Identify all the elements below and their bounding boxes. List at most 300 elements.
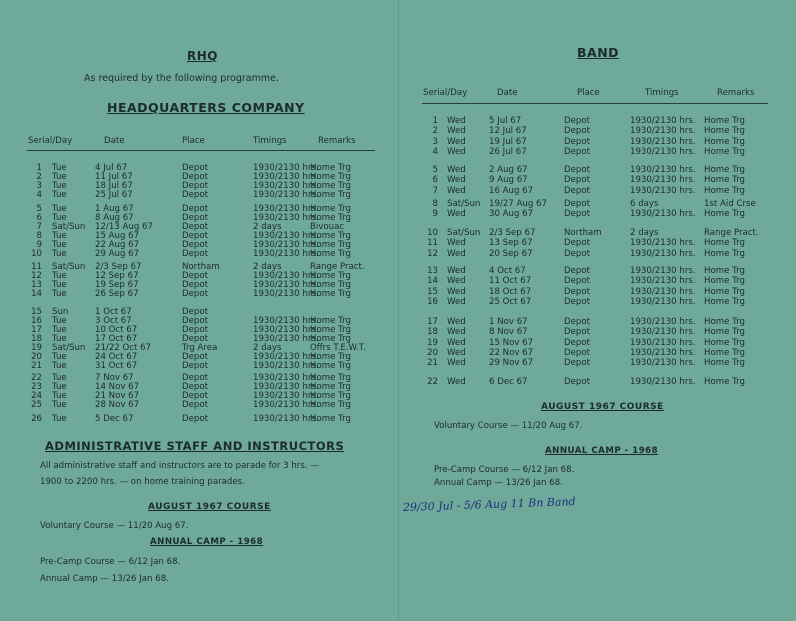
place-cell: Depot: [182, 382, 208, 392]
serial-cell: 9: [36, 240, 42, 250]
date-cell: 29 Nov 67: [489, 358, 534, 369]
date-cell: 13 Sep 67: [489, 238, 533, 249]
remarks-cell: Home Trg: [310, 190, 351, 200]
remarks-cell: Home Trg: [310, 400, 351, 410]
place-cell: Depot: [564, 175, 590, 186]
serial-cell: 3: [36, 181, 42, 191]
place-cell: Depot: [564, 347, 590, 358]
timings-cell: 2 days: [630, 228, 659, 238]
band-col-date: Date: [497, 88, 518, 98]
timings-cell: 1930/2130 hrs.: [253, 172, 319, 182]
place-cell: Depot: [182, 190, 208, 200]
place-cell: Depot: [182, 373, 208, 383]
serial-cell: 5: [432, 165, 438, 175]
serial-cell: 21: [427, 358, 438, 369]
date-cell: 2/3 Sep 67: [489, 228, 536, 238]
remarks-cell: Home Trg: [310, 213, 351, 223]
remarks-cell: Home Trg: [704, 165, 745, 175]
col-serial: Serial/Day: [28, 136, 73, 146]
date-cell: 19/27 Aug 67: [489, 199, 547, 209]
table-row: [0, 249, 796, 259]
remarks-cell: Home Trg: [704, 327, 745, 338]
day-cell: Sat/Sun: [447, 228, 481, 238]
remarks-cell: Home Trg: [310, 172, 351, 182]
place-cell: Depot: [564, 185, 590, 196]
remarks-cell: Home Trg: [310, 334, 351, 344]
day-cell: Wed: [447, 337, 466, 348]
date-cell: 21/22 Oct 67: [95, 343, 152, 353]
timings-cell: 1930/2130 hrs.: [253, 190, 319, 200]
rhq-title: RHQ: [187, 49, 218, 63]
serial-cell: 16: [31, 316, 42, 326]
remarks-cell: Home Trg: [310, 391, 351, 401]
remarks-cell: Home Trg: [704, 377, 745, 387]
admin-note-line2: 1900 to 2200 hrs. — on home training parades.: [40, 477, 245, 487]
serial-cell: 17: [427, 317, 438, 327]
remarks-cell: Home Trg: [310, 271, 351, 281]
serial-cell: 22: [427, 377, 438, 387]
timings-cell: 1930/2130 hrs.: [630, 209, 696, 220]
date-cell: 18 Oct 67: [489, 286, 532, 297]
date-cell: 12/13 Aug 67: [95, 222, 153, 232]
table-row: [0, 116, 796, 126]
table-row: [0, 297, 796, 307]
timings-cell: 1930/2130 hrs.: [253, 382, 319, 392]
date-cell: 24 Oct 67: [95, 352, 138, 362]
remarks-cell: Home Trg: [310, 289, 351, 299]
place-cell: Depot: [564, 136, 590, 147]
place-cell: Depot: [564, 248, 590, 259]
date-cell: 11 Jul 67: [95, 172, 133, 182]
place-cell: Depot: [182, 204, 208, 214]
day-cell: Tue: [52, 334, 67, 344]
timings-cell: 1930/2130 hrs.: [253, 213, 319, 223]
serial-cell: 1: [36, 163, 42, 173]
date-cell: 22 Aug 67: [95, 240, 140, 250]
date-cell: 1 Nov 67: [489, 317, 528, 327]
band-header-rule: [422, 103, 768, 104]
remarks-cell: Home Trg: [310, 240, 351, 250]
serial-cell: 6: [432, 175, 438, 186]
timings-cell: 1930/2130 hrs.: [630, 238, 696, 249]
serial-cell: 15: [427, 286, 438, 297]
table-row: [0, 199, 796, 209]
serial-cell: 15: [31, 307, 42, 317]
table-row: [0, 266, 796, 276]
date-cell: 18 Jul 67: [95, 181, 133, 191]
serial-cell: 19: [31, 343, 42, 353]
day-cell: Wed: [447, 165, 466, 175]
table-row: [0, 175, 796, 185]
timings-cell: 1930/2130 hrs.: [630, 136, 696, 147]
day-cell: Tue: [52, 361, 67, 371]
remarks-cell: Offrs T.E.W.T.: [310, 343, 366, 353]
remarks-cell: Home Trg: [310, 414, 351, 424]
date-cell: 19 Sep 67: [95, 280, 139, 290]
serial-cell: 20: [31, 352, 42, 362]
rhq-subtitle: As required by the following programme.: [84, 73, 279, 84]
serial-cell: 11: [427, 238, 438, 249]
date-cell: 12 Sep 67: [95, 271, 139, 281]
date-cell: 6 Dec 67: [489, 377, 528, 387]
timings-cell: 1930/2130 hrs.: [253, 249, 319, 259]
timings-cell: 1930/2130 hrs.: [253, 391, 319, 401]
timings-cell: 2 days: [253, 262, 282, 272]
serial-cell: 13: [427, 266, 438, 276]
timings-cell: 1930/2130 hrs.: [253, 400, 319, 410]
place-cell: Depot: [182, 391, 208, 401]
day-cell: Tue: [52, 400, 67, 410]
timings-cell: 2 days: [253, 343, 282, 353]
day-cell: Tue: [52, 249, 67, 259]
day-cell: Wed: [447, 358, 466, 369]
date-cell: 8 Aug 67: [95, 213, 134, 223]
day-cell: Tue: [52, 280, 67, 290]
remarks-cell: Home Trg: [704, 238, 745, 249]
serial-cell: 25: [31, 400, 42, 410]
serial-cell: 17: [31, 325, 42, 335]
timings-cell: 1930/2130 hrs.: [253, 181, 319, 191]
table-row: [0, 209, 796, 219]
serial-cell: 14: [31, 289, 42, 299]
place-cell: Depot: [564, 317, 590, 327]
day-cell: Wed: [447, 248, 466, 259]
timings-cell: 1930/2130 hrs.: [630, 296, 696, 307]
remarks-cell: Home Trg: [310, 280, 351, 290]
serial-cell: 23: [31, 382, 42, 392]
serial-cell: 14: [427, 276, 438, 287]
timings-cell: 1930/2130 hrs.: [630, 266, 696, 276]
remarks-cell: Home Trg: [704, 126, 745, 137]
timings-cell: 1930/2130 hrs.: [630, 116, 696, 126]
remarks-cell: Home Trg: [704, 296, 745, 307]
timings-cell: 1930/2130 hrs.: [630, 377, 696, 387]
day-cell: Tue: [52, 231, 67, 241]
place-cell: Depot: [564, 146, 590, 157]
date-cell: 16 Aug 67: [489, 185, 534, 196]
remarks-cell: Home Trg: [310, 204, 351, 214]
timings-cell: 1930/2130 hrs.: [253, 316, 319, 326]
day-cell: Tue: [52, 213, 67, 223]
place-cell: Depot: [182, 231, 208, 241]
timings-cell: 6 days: [630, 199, 659, 209]
serial-cell: 6: [36, 213, 42, 223]
place-cell: Depot: [564, 327, 590, 338]
day-cell: Tue: [52, 391, 67, 401]
table-row: [0, 147, 796, 157]
serial-cell: 26: [31, 414, 42, 424]
day-cell: Wed: [447, 146, 466, 157]
right-annual-camp-title: ANNUAL CAMP - 1968: [545, 446, 659, 456]
remarks-cell: Bivouac: [310, 222, 345, 232]
day-cell: Tue: [52, 289, 67, 299]
place-cell: Depot: [182, 307, 208, 317]
day-cell: Tue: [52, 172, 67, 182]
date-cell: 15 Nov 67: [489, 337, 534, 348]
serial-cell: 10: [31, 249, 42, 259]
day-cell: Tue: [52, 190, 67, 200]
table-row: [0, 238, 796, 248]
band-col-timings: Timings: [645, 88, 679, 98]
serial-cell: 13: [31, 280, 42, 290]
day-cell: Tue: [52, 373, 67, 383]
day-cell: Sat/Sun: [447, 199, 481, 209]
place-cell: Northam: [182, 262, 220, 272]
place-cell: Depot: [182, 240, 208, 250]
place-cell: Depot: [564, 276, 590, 287]
date-cell: 17 Oct 67: [95, 334, 138, 344]
remarks-cell: Home Trg: [704, 248, 745, 259]
remarks-cell: Home Trg: [704, 347, 745, 358]
serial-cell: 18: [31, 334, 42, 344]
serial-cell: 4: [36, 190, 42, 200]
date-cell: 19 Jul 67: [489, 136, 527, 147]
day-cell: Sat/Sun: [52, 262, 86, 272]
right-august-course-title: AUGUST 1967 COURSE: [541, 402, 664, 412]
date-cell: 7 Nov 67: [95, 373, 134, 383]
date-cell: 1 Aug 67: [95, 204, 134, 214]
remarks-cell: Home Trg: [310, 231, 351, 241]
remarks-cell: Home Trg: [310, 163, 351, 173]
timings-cell: 1930/2130 hrs.: [253, 414, 319, 424]
day-cell: Tue: [52, 163, 67, 173]
remarks-cell: Home Trg: [704, 209, 745, 220]
timings-cell: 1930/2130 hrs.: [630, 347, 696, 358]
date-cell: 1 Oct 67: [95, 307, 132, 317]
day-cell: Wed: [447, 266, 466, 276]
handwritten-note: 29/30 Jul - 5/6 Aug 11 Bn Band: [402, 494, 576, 515]
timings-cell: 1930/2130 hrs.: [630, 276, 696, 287]
place-cell: Depot: [182, 222, 208, 232]
admin-note-line1: All administrative staff and instructors are to parade for 3 hrs. —: [40, 461, 319, 471]
day-cell: Sat/Sun: [52, 222, 86, 232]
serial-cell: 7: [432, 185, 438, 196]
timings-cell: 1930/2130 hrs.: [253, 163, 319, 173]
remarks-cell: 1st Aid Crse: [704, 199, 756, 209]
serial-cell: 7: [36, 222, 42, 232]
timings-cell: 1930/2130 hrs.: [253, 240, 319, 250]
place-cell: Depot: [564, 266, 590, 276]
place-cell: Depot: [564, 296, 590, 307]
place-cell: Depot: [182, 414, 208, 424]
serial-cell: 8: [36, 231, 42, 241]
timings-cell: 2 days: [253, 222, 282, 232]
remarks-cell: Home Trg: [310, 352, 351, 362]
date-cell: 4 Oct 67: [489, 266, 526, 276]
date-cell: 5 Dec 67: [95, 414, 134, 424]
remarks-cell: Home Trg: [310, 373, 351, 383]
timings-cell: 1930/2130 hrs.: [253, 271, 319, 281]
date-cell: 30 Aug 67: [489, 209, 534, 220]
serial-cell: 22: [31, 373, 42, 383]
day-cell: Wed: [447, 238, 466, 249]
date-cell: 25 Oct 67: [489, 296, 532, 307]
day-cell: Wed: [447, 317, 466, 327]
place-cell: Depot: [182, 361, 208, 371]
col-date: Date: [104, 136, 125, 146]
serial-cell: 19: [427, 337, 438, 348]
date-cell: 15 Aug 67: [95, 231, 140, 241]
table-row: [0, 327, 796, 337]
place-cell: Depot: [182, 249, 208, 259]
place-cell: Trg Area: [182, 343, 218, 353]
timings-cell: 1930/2130 hrs.: [630, 337, 696, 348]
timings-cell: 1930/2130 hrs.: [253, 334, 319, 344]
left-august-course-title: AUGUST 1967 COURSE: [148, 502, 271, 512]
band-title: BAND: [577, 45, 620, 60]
timings-cell: 1930/2130 hrs.: [630, 126, 696, 137]
table-row: [0, 400, 398, 410]
admin-staff-title: ADMINISTRATIVE STAFF AND INSTRUCTORS: [45, 439, 345, 453]
date-cell: 26 Jul 67: [489, 146, 527, 157]
date-cell: 20 Sep 67: [489, 248, 533, 259]
day-cell: Tue: [52, 316, 67, 326]
day-cell: Wed: [447, 175, 466, 186]
timings-cell: 1930/2130 hrs.: [253, 204, 319, 214]
band-column-headers: [0, 88, 796, 100]
col-place: Place: [182, 136, 205, 146]
table-row: [0, 348, 796, 358]
table-row: [0, 317, 796, 327]
remarks-cell: Home Trg: [704, 116, 745, 126]
day-cell: Wed: [447, 126, 466, 137]
place-cell: Depot: [564, 199, 590, 209]
table-row: [0, 186, 796, 196]
place-cell: Depot: [182, 271, 208, 281]
day-cell: Wed: [447, 347, 466, 358]
remarks-cell: Home Trg: [704, 266, 745, 276]
hq-company-title: HEADQUARTERS COMPANY: [107, 100, 305, 115]
serial-cell: 9: [432, 209, 438, 220]
place-cell: Northam: [564, 228, 602, 238]
date-cell: 8 Nov 67: [489, 327, 528, 338]
place-cell: Depot: [564, 116, 590, 126]
serial-cell: 8: [432, 199, 438, 209]
remarks-cell: Range Pract.: [704, 228, 759, 238]
timings-cell: 1930/2130 hrs.: [630, 185, 696, 196]
place-cell: Depot: [182, 181, 208, 191]
timings-cell: 1930/2130 hrs.: [253, 325, 319, 335]
right-pre-camp: Pre-Camp Course — 6/12 Jan 68.: [434, 465, 575, 475]
timings-cell: 1930/2130 hrs.: [630, 248, 696, 259]
timings-cell: 1930/2130 hrs.: [630, 165, 696, 175]
band-col-serial: Serial/Day: [423, 88, 468, 98]
timings-cell: 1930/2130 hrs.: [253, 280, 319, 290]
date-cell: 11 Oct 67: [489, 276, 532, 287]
day-cell: Tue: [52, 382, 67, 392]
right-voluntary-course: Voluntary Course — 11/20 Aug 67.: [434, 421, 583, 431]
place-cell: Depot: [182, 280, 208, 290]
serial-cell: 12: [31, 271, 42, 281]
band-col-place: Place: [577, 88, 600, 98]
remarks-cell: Home Trg: [310, 316, 351, 326]
day-cell: Wed: [447, 377, 466, 387]
serial-cell: 2: [432, 126, 438, 137]
serial-cell: 21: [31, 361, 42, 371]
day-cell: Wed: [447, 185, 466, 196]
remarks-cell: Home Trg: [704, 175, 745, 186]
right-annual-camp: Annual Camp — 13/26 Jan 68.: [434, 478, 563, 488]
timings-cell: 1930/2130 hrs.: [630, 317, 696, 327]
left-annual-camp-title: ANNUAL CAMP - 1968: [150, 537, 264, 547]
date-cell: 31 Oct 67: [95, 361, 138, 371]
table-row: [0, 276, 796, 286]
timings-cell: 1930/2130 hrs.: [630, 358, 696, 369]
day-cell: Wed: [447, 209, 466, 220]
place-cell: Depot: [182, 163, 208, 173]
serial-cell: 12: [427, 248, 438, 259]
remarks-cell: Home Trg: [310, 325, 351, 335]
day-cell: Wed: [447, 116, 466, 126]
place-cell: Depot: [564, 238, 590, 249]
day-cell: Sun: [52, 307, 69, 317]
serial-cell: 18: [427, 327, 438, 338]
timings-cell: 1930/2130 hrs.: [253, 289, 319, 299]
serial-cell: 20: [427, 347, 438, 358]
serial-cell: 1: [432, 116, 438, 126]
remarks-cell: Home Trg: [704, 358, 745, 369]
day-cell: Wed: [447, 327, 466, 338]
table-row: [0, 165, 796, 175]
day-cell: Tue: [52, 181, 67, 191]
place-cell: Depot: [564, 126, 590, 137]
timings-cell: 1930/2130 hrs.: [253, 231, 319, 241]
date-cell: 22 Nov 67: [489, 347, 534, 358]
remarks-cell: Home Trg: [704, 337, 745, 348]
remarks-cell: Home Trg: [310, 249, 351, 259]
place-cell: Depot: [564, 377, 590, 387]
remarks-cell: Home Trg: [704, 317, 745, 327]
day-cell: Wed: [447, 286, 466, 297]
timings-cell: 1930/2130 hrs.: [253, 361, 319, 371]
day-cell: Tue: [52, 271, 67, 281]
day-cell: Tue: [52, 352, 67, 362]
remarks-cell: Home Trg: [310, 181, 351, 191]
date-cell: 5 Jul 67: [489, 116, 522, 126]
place-cell: Depot: [564, 337, 590, 348]
date-cell: 2 Aug 67: [489, 165, 528, 175]
date-cell: 4 Jul 67: [95, 163, 128, 173]
serial-cell: 3: [432, 136, 438, 147]
place-cell: Depot: [182, 172, 208, 182]
band-col-remarks: Remarks: [717, 88, 755, 98]
day-cell: Sat/Sun: [52, 343, 86, 353]
timings-cell: 1930/2130 hrs.: [253, 373, 319, 383]
place-cell: Depot: [182, 289, 208, 299]
left-voluntary-course: Voluntary Course — 11/20 Aug 67.: [40, 521, 189, 531]
day-cell: Tue: [52, 414, 67, 424]
day-cell: Wed: [447, 136, 466, 147]
day-cell: Tue: [52, 325, 67, 335]
remarks-cell: Home Trg: [310, 382, 351, 392]
date-cell: 10 Oct 67: [95, 325, 138, 335]
date-cell: 28 Nov 67: [95, 400, 140, 410]
date-cell: 29 Aug 67: [95, 249, 140, 259]
remarks-cell: Home Trg: [704, 185, 745, 196]
serial-cell: 11: [31, 262, 42, 272]
timings-cell: 1930/2130 hrs.: [630, 327, 696, 338]
date-cell: 9 Aug 67: [489, 175, 528, 186]
day-cell: Wed: [447, 296, 466, 307]
table-row: [0, 377, 796, 387]
table-row: [0, 137, 796, 147]
serial-cell: 24: [31, 391, 42, 401]
place-cell: Depot: [182, 316, 208, 326]
timings-cell: 1930/2130 hrs.: [630, 175, 696, 186]
day-cell: Wed: [447, 276, 466, 287]
left-annual-camp: Annual Camp — 13/26 Jan 68.: [40, 574, 169, 584]
table-row: [0, 228, 796, 238]
